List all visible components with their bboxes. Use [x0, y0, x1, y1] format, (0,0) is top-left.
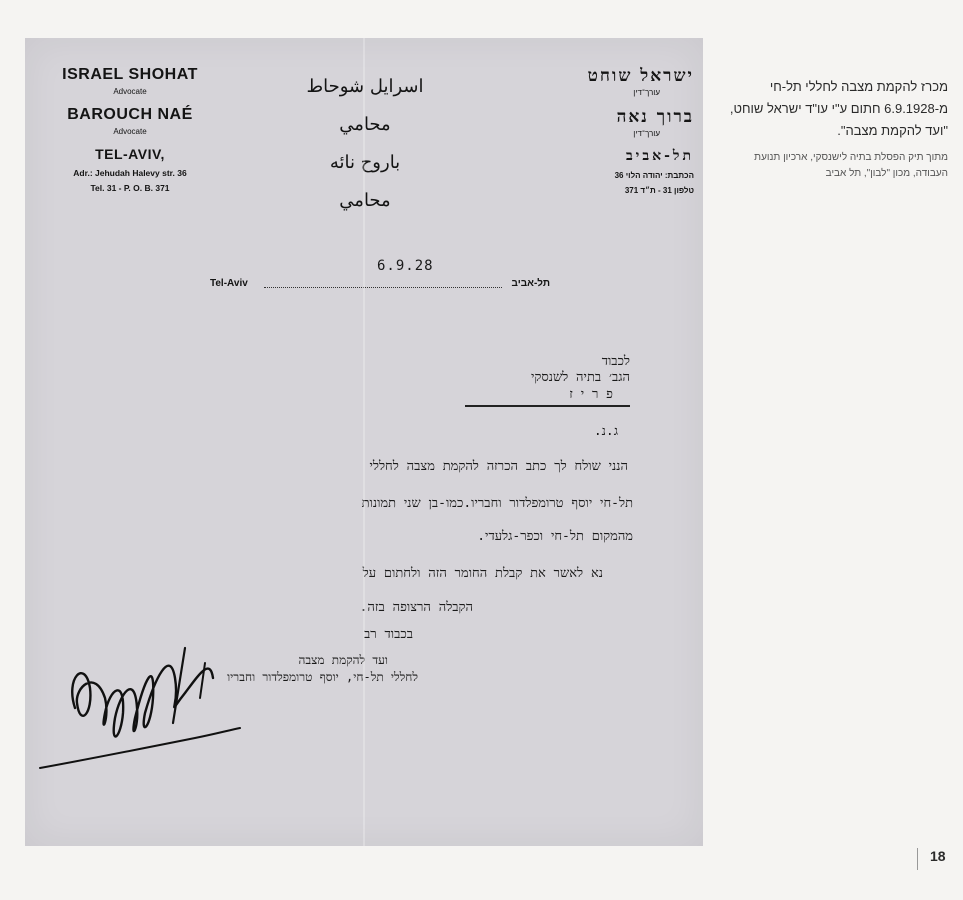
- arabic-line-2: محامي: [339, 114, 391, 135]
- city-english: TEL-AVIV,: [95, 146, 165, 162]
- body-line-3: מהמקום תל-חי וכפר-גלעדי.: [477, 529, 633, 544]
- hebrew-name-1: ישראל שוחט: [587, 66, 694, 86]
- hebrew-address: הכתבת: יהודה הלוי 36: [614, 171, 694, 180]
- arabic-line-1: اسرايل شوحاط: [306, 76, 424, 97]
- place-hebrew: תל-אביב: [511, 278, 550, 289]
- signature-org-2: לחללי תל-חי, יוסף טרומפלדור וחבריו: [227, 670, 418, 684]
- hebrew-title-2: עורך־דין: [633, 129, 660, 138]
- typed-date: 6.9.28: [377, 258, 434, 274]
- hebrew-title-1: עורך־דין: [633, 88, 660, 97]
- body-line-2: תל-חי יוסף טרומפלדור וחבריו.כמו-בן שני תמונות: [361, 496, 633, 511]
- arabic-line-3: باروح نائه: [329, 152, 401, 173]
- dotted-line: [264, 287, 502, 288]
- letter-scan: [25, 38, 703, 846]
- hebrew-name-2: ברוך נאה: [616, 107, 694, 127]
- body-line-5: הקבלה הרצופה בזה.: [359, 600, 473, 615]
- caption: [723, 76, 948, 182]
- recipient-underline: [465, 405, 630, 407]
- arabic-line-4: محامي: [339, 190, 391, 211]
- caption-main: מכרז להקמת מצבה לחללי תל-חי מ-6.9.1928 חתום ע"י עו"ד ישראל שוחט, "ועד להקמת מצבה".: [729, 79, 948, 138]
- hebrew-city: תל-אביב: [625, 148, 694, 164]
- letterhead-english: [25, 66, 235, 193]
- lawyer-name-2: BAROUCH NAÉ: [67, 106, 193, 123]
- body-line-1: הנני שולח לך כתב הכרזה להקמת מצבה לחללי: [369, 459, 628, 474]
- lawyer-title-1: Advocate: [113, 87, 147, 96]
- recipient-city: פ ר י ז: [569, 387, 613, 402]
- place-english: Tel-Aviv: [210, 278, 248, 289]
- page-number: 18: [930, 848, 946, 864]
- recipient: הגב׳ בתיה לשנסקי: [530, 370, 630, 385]
- signature-org-1: ועד להקמת מצבה: [298, 653, 388, 667]
- letterhead-arabic: [295, 68, 435, 220]
- lawyer-name-1: ISRAEL SHOHAT: [62, 66, 198, 83]
- handwritten-signature: [35, 618, 255, 778]
- closing: בכבוד רב: [364, 627, 413, 642]
- place-line: [210, 278, 550, 289]
- body-line-4: נא לאשר את קבלת החומר הזה ולחתום על: [362, 566, 603, 581]
- hebrew-phone: טלפון 31 - ת״ד 371: [624, 186, 694, 195]
- greeting: ג.נ.: [593, 424, 618, 439]
- salutation: לכבוד: [601, 354, 630, 369]
- page-number-divider: [917, 848, 918, 870]
- address-english: Adr.: Jehudah Halevy str. 36: [73, 168, 187, 178]
- letterhead-hebrew: [535, 66, 700, 195]
- lawyer-title-2: Advocate: [113, 127, 147, 136]
- caption-source: מתוך תיק הפסלת בתיה לישנסקי, ארכיון תנועת העבודה, מכון "לבון", תל אביב: [754, 152, 948, 179]
- phone-english: Tel. 31 - P. O. B. 371: [90, 183, 170, 193]
